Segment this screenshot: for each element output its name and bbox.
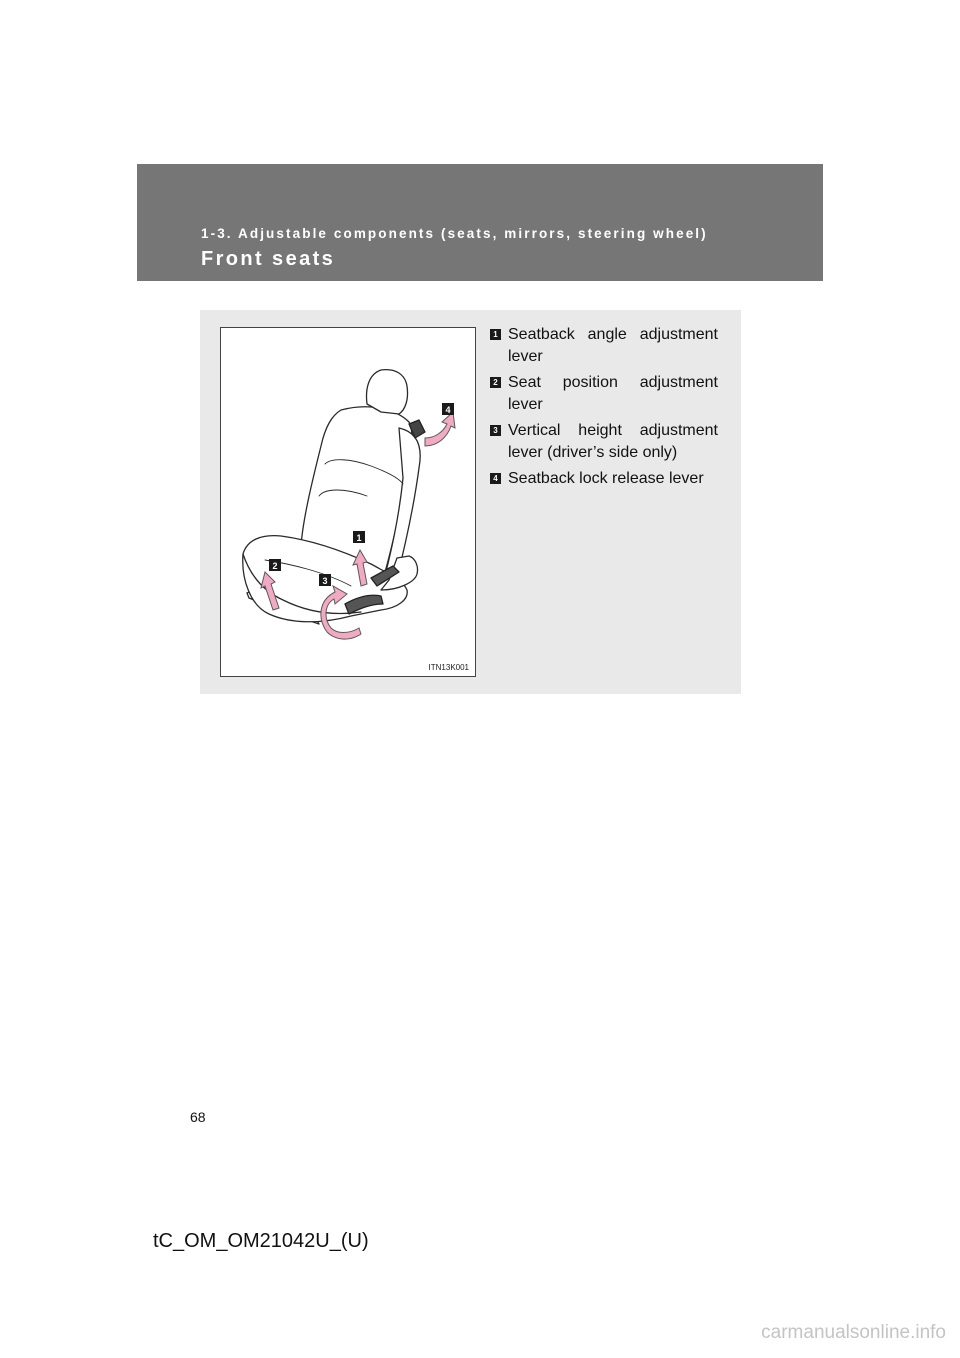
number-badge: 2 [490,377,501,388]
legend-text: Seatback lock release lever [508,470,704,487]
number-badge: 1 [490,329,501,340]
legend-text: Vertical height adjustment lever (driver’s side only) [508,422,718,461]
watermark: carmanualsonline.info [761,1322,946,1343]
callout-2-label: 2 [272,561,278,571]
legend-item [490,468,718,490]
seat-illustration [220,327,476,677]
header-band [137,164,823,281]
legend-text: Seatback angle adjustment lever [508,326,718,365]
legend-list [490,324,718,494]
document-code: tC_OM_OM21042U_(U) [153,1230,369,1252]
callout-1-label: 1 [356,533,362,543]
legend-item [490,324,718,368]
figure-code: ITN13K001 [428,663,469,672]
callout-2 [269,559,281,571]
seat-drawing [221,328,475,676]
page-number: 68 [190,1109,206,1125]
section-subtitle: 1-3. Adjustable components (seats, mirrors, steering wheel) [201,226,708,241]
callout-1 [353,531,365,543]
content-box [200,310,741,694]
callout-3-label: 3 [322,576,328,586]
number-badge: 3 [490,425,501,436]
callout-3 [319,574,331,586]
arrow-4 [425,412,455,446]
callout-4-label: 4 [445,405,451,415]
callout-4 [442,403,454,415]
headrest [367,370,408,414]
legend-item [490,420,718,464]
legend-text: Seat position adjustment lever [508,374,718,413]
number-badge: 4 [490,473,501,484]
legend-item [490,372,718,416]
page-title: Front seats [201,248,336,270]
